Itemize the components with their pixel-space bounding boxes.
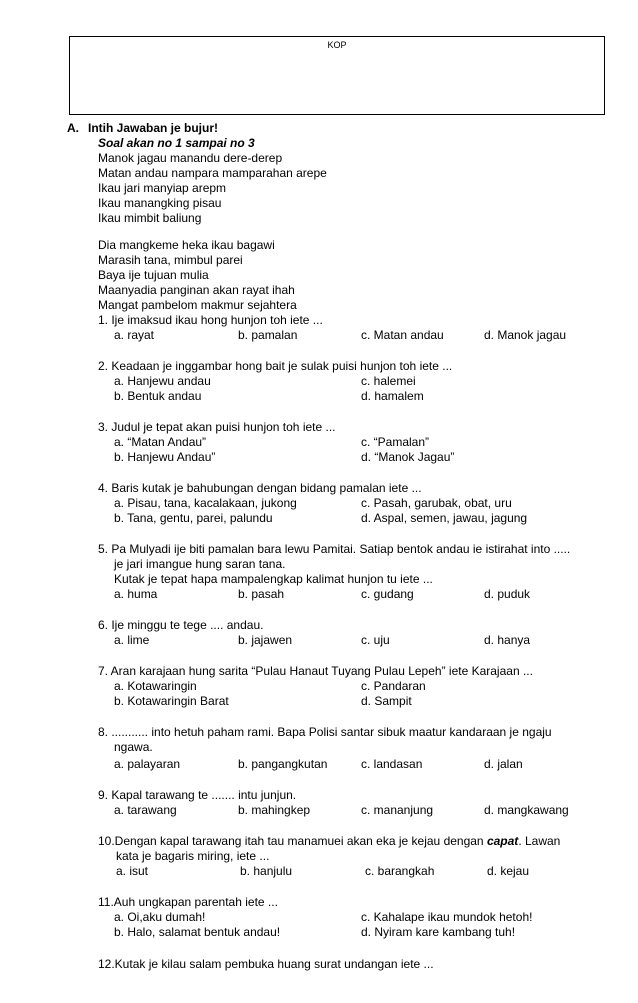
q2-option-d: d. hamalem <box>361 389 424 403</box>
q6-option-c: c. uju <box>361 633 390 647</box>
poem-line: Baya ije tujuan mulia <box>98 268 209 282</box>
question-6: 6. Ije minggu te tege .... andau. <box>98 618 264 632</box>
q1-option-c: c. Matan andau <box>361 328 444 342</box>
poem-line: Matan andau nampara mamparahan arepe <box>98 166 327 180</box>
q4-option-b: b. Tana, gentu, parei, palundu <box>114 511 273 525</box>
question-10-text: 10.Dengan kapal tarawang itah tau manamuei akan eka je kejau dengan <box>98 834 487 848</box>
q5-option-b: b. pasah <box>238 587 285 601</box>
q8-option-c: c. landasan <box>361 757 423 771</box>
q1-option-d: d. Manok jagau <box>484 328 567 342</box>
passage-heading: Soal akan no 1 sampai no 3 <box>98 136 255 150</box>
q2-option-c: c. halemei <box>361 374 416 388</box>
q10-option-d: d. kejau <box>487 864 530 878</box>
q4-option-c: c. Pasah, garubak, obat, uru <box>361 496 512 510</box>
q2-option-b: b. Bentuk andau <box>114 389 202 403</box>
q9-option-d: d. mangkawang <box>484 803 569 817</box>
q11-option-a: a. Oi,aku dumah! <box>114 910 206 924</box>
question-3: 3. Judul je tepat akan puisi hunjon toh iete ... <box>98 420 336 434</box>
question-8-line-1: 8. ........... into hetuh paham rami. Bapa Polisi santar sibuk maatur kandaraan je ngaju <box>98 725 552 739</box>
question-1: 1. Ije imaksud ikau hong hunjon toh iete ... <box>98 313 323 327</box>
q9-option-a: a. tarawang <box>114 803 177 817</box>
question-9: 9. Kapal tarawang te ....... intu junjun. <box>98 788 297 802</box>
q4-option-a: a. Pisau, tana, kacalakaan, jukong <box>114 496 297 510</box>
q2-option-a: a. Hanjewu andau <box>114 374 211 388</box>
question-10-line-1 <box>98 834 560 849</box>
q8-option-d: d. jalan <box>484 757 523 771</box>
question-7: 7. Aran karajaan hung sarita “Pulau Hanaut Tuyang Pulau Lepeh” iete Karajaan ... <box>98 664 533 678</box>
question-10-emphasis: capat <box>486 834 519 848</box>
q7-option-a: a. Kotawaringin <box>114 679 197 693</box>
question-5-line-1: 5. Pa Mulyadi ije biti pamalan bara lewu Pamitai. Satiap bentok andau ie istirahat into ..... <box>98 542 571 556</box>
question-10-text-end: . Lawan <box>518 834 561 848</box>
section-title: Intih Jawaban je bujur! <box>88 121 219 135</box>
kop-label: KOP <box>327 40 347 50</box>
q11-option-b: b. Halo, salamat bentuk andau! <box>114 925 281 939</box>
q10-option-b: b. hanjulu <box>240 864 293 878</box>
q8-option-a: a. palayaran <box>114 757 181 771</box>
q6-option-d: d. hanya <box>484 633 531 647</box>
q1-option-b: b. pamalan <box>238 328 298 342</box>
q3-option-a: a. “Matan Andau” <box>114 435 207 449</box>
q5-option-d: d. puduk <box>484 587 531 601</box>
kop-header-box <box>69 36 605 115</box>
question-4: 4. Baris kutak je bahubungan dengan bidang pamalan iete ... <box>98 481 422 495</box>
section-letter: A. <box>67 121 79 135</box>
q3-option-b: b. Hanjewu Andau” <box>114 450 216 464</box>
q9-option-b: b. mahingkep <box>238 803 311 817</box>
q6-option-a: a. lime <box>114 633 150 647</box>
q5-option-c: c. gudang <box>361 587 414 601</box>
poem-line: Marasih tana, mimbul parei <box>98 253 243 267</box>
question-12: 12.Kutak je kilau salam pembuka huang surat undangan iete ... <box>98 957 434 971</box>
q1-option-a: a. rayat <box>114 328 155 342</box>
poem-line: Ikau manangking pisau <box>98 196 222 210</box>
q3-option-d: d. “Manok Jagau” <box>361 450 455 464</box>
poem-line: Mangat pambelom makmur sejahtera <box>98 298 297 312</box>
q11-option-c: c. Kahalape ikau mundok hetoh! <box>361 910 533 924</box>
q7-option-d: d. Sampit <box>361 694 412 708</box>
poem-line: Manok jagau manandu dere-derep <box>98 151 283 165</box>
q5-option-a: a. huma <box>114 587 158 601</box>
question-5-line-2: je jari imangue hung saran tana. <box>114 557 286 571</box>
q10-option-c: c. barangkah <box>365 864 435 878</box>
q6-option-b: b. jajawen <box>238 633 293 647</box>
question-5-line-3: Kutak je tepat hapa mampalengkap kalimat hunjon tu iete ... <box>114 572 433 586</box>
question-10-line-2: kata je bagaris miring, iete ... <box>116 849 270 863</box>
question-2: 2. Keadaan je inggambar hong bait je sulak puisi hunjon toh iete ... <box>98 359 453 373</box>
poem-line: Maanyadia panginan akan rayat ihah <box>98 283 295 297</box>
poem-line: Dia mangkeme heka ikau bagawi <box>98 238 275 252</box>
q11-option-d: d. Nyiram kare kambang tuh! <box>361 925 516 939</box>
q10-option-a: a. isut <box>116 864 149 878</box>
q3-option-c: c. “Pamalan” <box>361 435 430 449</box>
question-8-line-2: ngawa. <box>114 740 153 754</box>
q7-option-c: c. Pandaran <box>361 679 426 693</box>
q8-option-b: b. pangangkutan <box>238 757 328 771</box>
question-11: 11.Auh ungkapan parentah iete ... <box>98 895 278 909</box>
q7-option-b: b. Kotawaringin Barat <box>114 694 229 708</box>
poem-line: Ikau mimbit baliung <box>98 211 202 225</box>
q4-option-d: d. Aspal, semen, jawau, jagung <box>361 511 528 525</box>
poem-line: Ikau jari manyiap arepm <box>98 181 227 195</box>
q9-option-c: c. mananjung <box>361 803 434 817</box>
